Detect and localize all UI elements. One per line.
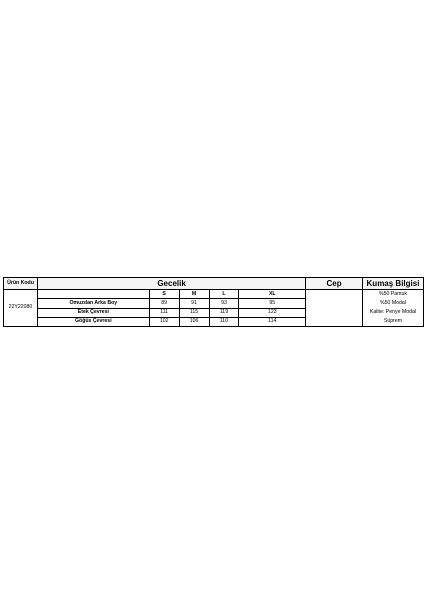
measure-value: 110 bbox=[209, 317, 239, 326]
pocket-cell bbox=[306, 290, 363, 327]
measure-value: 115 bbox=[179, 308, 209, 317]
category-header: Gecelik bbox=[37, 278, 305, 290]
product-code-header: Ürün Kodu bbox=[4, 278, 38, 290]
fabric-info-cell bbox=[362, 290, 423, 327]
pocket-header: Cep bbox=[306, 278, 363, 290]
size-xl: XL bbox=[239, 290, 306, 299]
size-row bbox=[4, 290, 424, 299]
header-row bbox=[4, 278, 424, 290]
measure-value: 95 bbox=[239, 299, 306, 308]
measure-value: 123 bbox=[239, 308, 306, 317]
measure-value: 102 bbox=[149, 317, 179, 326]
measure-value: 93 bbox=[209, 299, 239, 308]
fabric-line: %50 Pamuk bbox=[378, 290, 407, 297]
measure-label: Etek Çevresi bbox=[37, 308, 149, 317]
fabric-line: Süprem bbox=[383, 317, 403, 324]
product-code-cell: 22Y22080 bbox=[4, 290, 38, 327]
measure-value: 111 bbox=[149, 308, 179, 317]
measure-label: Göğüs Çevresi bbox=[37, 317, 149, 326]
fabric-line: Kalite: Penye Modal bbox=[369, 308, 417, 315]
measure-value: 89 bbox=[149, 299, 179, 308]
measure-value: 114 bbox=[239, 317, 306, 326]
size-l: L bbox=[209, 290, 239, 299]
size-m: M bbox=[179, 290, 209, 299]
size-s: S bbox=[149, 290, 179, 299]
measure-label: Omuzdan Arka Boy bbox=[37, 299, 149, 308]
size-row-label bbox=[37, 290, 149, 299]
size-chart-table bbox=[3, 277, 424, 327]
measure-value: 91 bbox=[179, 299, 209, 308]
fabric-line: %50 Modal bbox=[380, 299, 406, 306]
measure-value: 119 bbox=[209, 308, 239, 317]
fabric-info-header: Kumaş Bilgisi bbox=[362, 278, 423, 290]
measure-value: 106 bbox=[179, 317, 209, 326]
